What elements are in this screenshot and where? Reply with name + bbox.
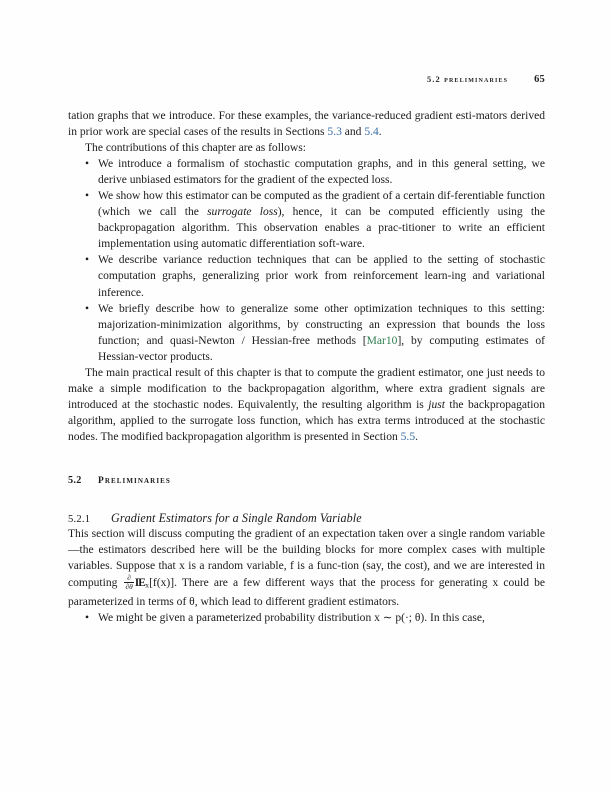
list-item [68, 301, 545, 365]
fraction-denominator: ∂θ [125, 581, 133, 591]
bullet-icon: • [85, 190, 90, 203]
bullet-icon: • [85, 158, 90, 171]
intro-conjunction: and [341, 126, 365, 139]
citation-link-mar10[interactable]: Mar10 [366, 334, 398, 347]
list-item-text-after-citation: ], by computing estimates of Hessian-vector products. [98, 334, 546, 363]
paragraph-contributions-lead: The contributions of this chapter are as follows: [85, 142, 306, 155]
intro-period: . [378, 126, 382, 139]
section-number: 5.2 [68, 474, 82, 486]
running-head [68, 74, 545, 88]
expectation-subscript: x [145, 580, 150, 590]
text-block [68, 108, 545, 626]
bullet-icon: • [85, 302, 90, 315]
main-result-text-before-emphasis: The main practical result of this chapter is that to compute the gradient estimator, one just needs to make a simple modification to the backpropagation algorithm, where extra gradient signals are introduced at the stochastic nodes. Equivalently, the resulting algorithm is [68, 366, 545, 411]
list-item-text: We might be given a parameterized probability distribution x ∼ p(·; θ). In this case, [98, 612, 485, 625]
fraction-partial-derivative [124, 574, 133, 590]
paragraph-intro [68, 108, 545, 140]
main-result-text-after-emphasis: the backpropagation algorithm, applied to the surrogate loss function, which has extra terms introduced at the stochastic nodes. The modified backpropagation algorithm is presented in Section [68, 398, 545, 443]
subsection-heading [68, 511, 545, 526]
contributions-list [68, 156, 545, 365]
emphasized-word-just: just [428, 398, 445, 411]
section-title: preliminaries [98, 475, 171, 486]
list-item [68, 188, 545, 252]
intro-text-part1: tation graphs that we introduce. For these examples, the variance-reduced gradient esti-mators derived in prior work are special cases of the results in Sections [68, 110, 545, 139]
list-item [68, 156, 545, 188]
xref-link-5-5[interactable]: 5.5 [400, 430, 416, 443]
bullet-icon: • [85, 254, 90, 267]
xref-link-5-3[interactable]: 5.3 [327, 126, 342, 139]
bullet-icon: • [85, 612, 90, 625]
main-result-period: . [415, 430, 418, 443]
list-item-text: We describe variance reduction techniques that can be applied to the setting of stochastic computation graphs, generalizing prior work from reinforcement learn-ing and variational inference. [98, 254, 545, 299]
math-operand: [f(x)] [149, 577, 175, 590]
list-item [68, 252, 545, 300]
page-number: 65 [534, 74, 545, 85]
subsection-number: 5.2.1 [68, 513, 91, 525]
expectation-operator-icon: I E [135, 577, 146, 589]
fraction-numerator: ∂ [127, 573, 131, 583]
closing-text-after-math: . There are a few different ways that the process for generating x could be parameterized in terms of θ, which lead to different gradient estimators. [68, 577, 546, 609]
paragraph-main-result [68, 365, 545, 445]
list-item-text-before-citation: We briefly describe how to generalize some other optimization techniques to this setting: majorization-minimization algorithms, by constructing an expression that bounds the loss function; and quasi-Newton / Hessian-free methods [ [98, 302, 545, 347]
xref-link-5-4[interactable]: 5.4 [364, 126, 379, 139]
list-item-text-before-emphasis: We show how this estimator can be computed as the gradient of a certain dif-ferentiable function (which we call the [98, 190, 545, 219]
parameterization-list [68, 610, 545, 626]
closing-text-before-math: This section will discuss computing the gradient of an expectation taken over a single random variable—the estimators described here will be the building blocks for more complex cases with multiple variables. Suppose that x is a random variable, f is a func-tion (say, the cost), and we are interested in computing [68, 527, 545, 590]
list-item-text-after-emphasis: ), hence, it can be computed efficiently using the backpropagation algorithm. This observation enables a prac-titioner to write an efficient implementation using automatic differentiation soft-ware. [98, 206, 545, 251]
list-item-text: We introduce a formalism of stochastic computation graphs, and in this general setting, we derive unbiased estimators for the gradient of the expected loss. [98, 158, 545, 187]
paragraph-closing [68, 526, 545, 610]
subsection-title: Gradient Estimators for a Single Random Variable [111, 510, 362, 525]
running-head-title: 5.2 preliminaries [426, 75, 509, 84]
emphasized-term-surrogate-loss: surrogate loss [207, 206, 278, 219]
inline-math-expectation-gradient [122, 573, 175, 591]
section-heading [68, 475, 545, 486]
list-item [68, 610, 545, 626]
